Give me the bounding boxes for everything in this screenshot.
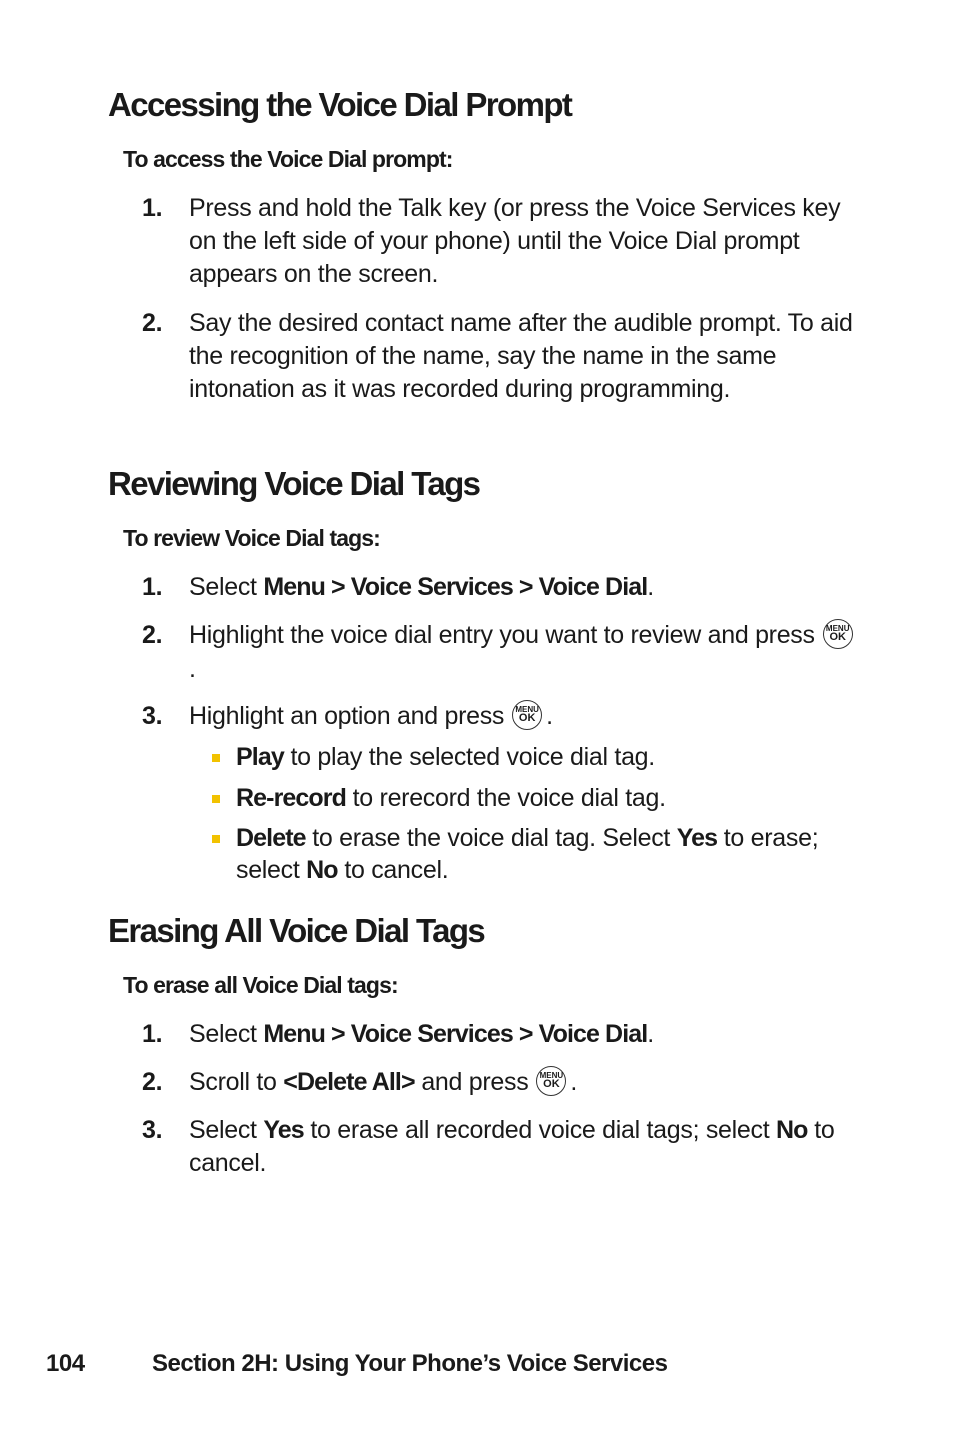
bullet-square-icon — [212, 754, 220, 762]
heading-accessing-voice-dial-prompt: Accessing the Voice Dial Prompt — [108, 86, 572, 123]
step-number: 2. — [142, 309, 163, 337]
option-text: Play to play the selected voice dial tag. — [236, 743, 655, 771]
step-number: 1. — [142, 1020, 163, 1048]
step-text: Highlight an option and press MENU OK . — [189, 702, 553, 730]
intro-review-voice-dial: To review Voice Dial tags: — [123, 525, 380, 551]
bullet-square-icon — [212, 795, 220, 803]
intro-erase-voice-dial: To erase all Voice Dial tags: — [123, 972, 398, 998]
menu-path: Menu > Voice Services > Voice Dial — [263, 573, 648, 601]
option-text: Delete to erase the voice dial tag. Select Yes to erase; select No to cancel. — [236, 824, 819, 884]
step-number: 3. — [142, 702, 163, 730]
menu-ok-key-icon: MENU OK — [512, 700, 542, 730]
step-number: 2. — [142, 1068, 163, 1096]
step-number: 2. — [142, 621, 163, 649]
step-text: Select Yes to erase all recorded voice dial tags; select No to cancel. — [189, 1116, 835, 1177]
heading-reviewing-voice-dial-tags: Reviewing Voice Dial Tags — [108, 465, 480, 502]
step-number: 1. — [142, 573, 163, 601]
step-text: Highlight the voice dial entry you want to review and press MENU OK . — [189, 619, 859, 686]
step-text: Select Menu > Voice Services > Voice Dial. — [189, 573, 654, 601]
step-number: 1. — [142, 194, 163, 222]
intro-access-voice-dial: To access the Voice Dial prompt: — [123, 146, 453, 172]
footer-section-title: Section 2H: Using Your Phone’s Voice Services — [152, 1350, 668, 1377]
step-text: Press and hold the Talk key (or press the Voice Services key on the left side of your phone) until the Voice Dial prompt appears on the screen. — [189, 194, 841, 288]
menu-ok-key-icon: MENU OK — [536, 1066, 566, 1096]
menu-path: Menu > Voice Services > Voice Dial — [263, 1020, 648, 1048]
page-number: 104 — [46, 1350, 85, 1377]
menu-ok-key-icon: MENU OK — [823, 619, 853, 649]
step-text: Select Menu > Voice Services > Voice Dial. — [189, 1020, 654, 1048]
step-text: Scroll to <Delete All> and press MENU OK . — [189, 1068, 578, 1096]
option-text: Re-record to rerecord the voice dial tag. — [236, 784, 666, 812]
step-text: Say the desired contact name after the audible prompt. To aid the recognition of the name, say the name in the same intonation as it was recorded during programming. — [189, 309, 853, 403]
heading-erasing-all-voice-dial-tags: Erasing All Voice Dial Tags — [108, 912, 485, 949]
bullet-square-icon — [212, 835, 220, 843]
step-number: 3. — [142, 1116, 163, 1144]
